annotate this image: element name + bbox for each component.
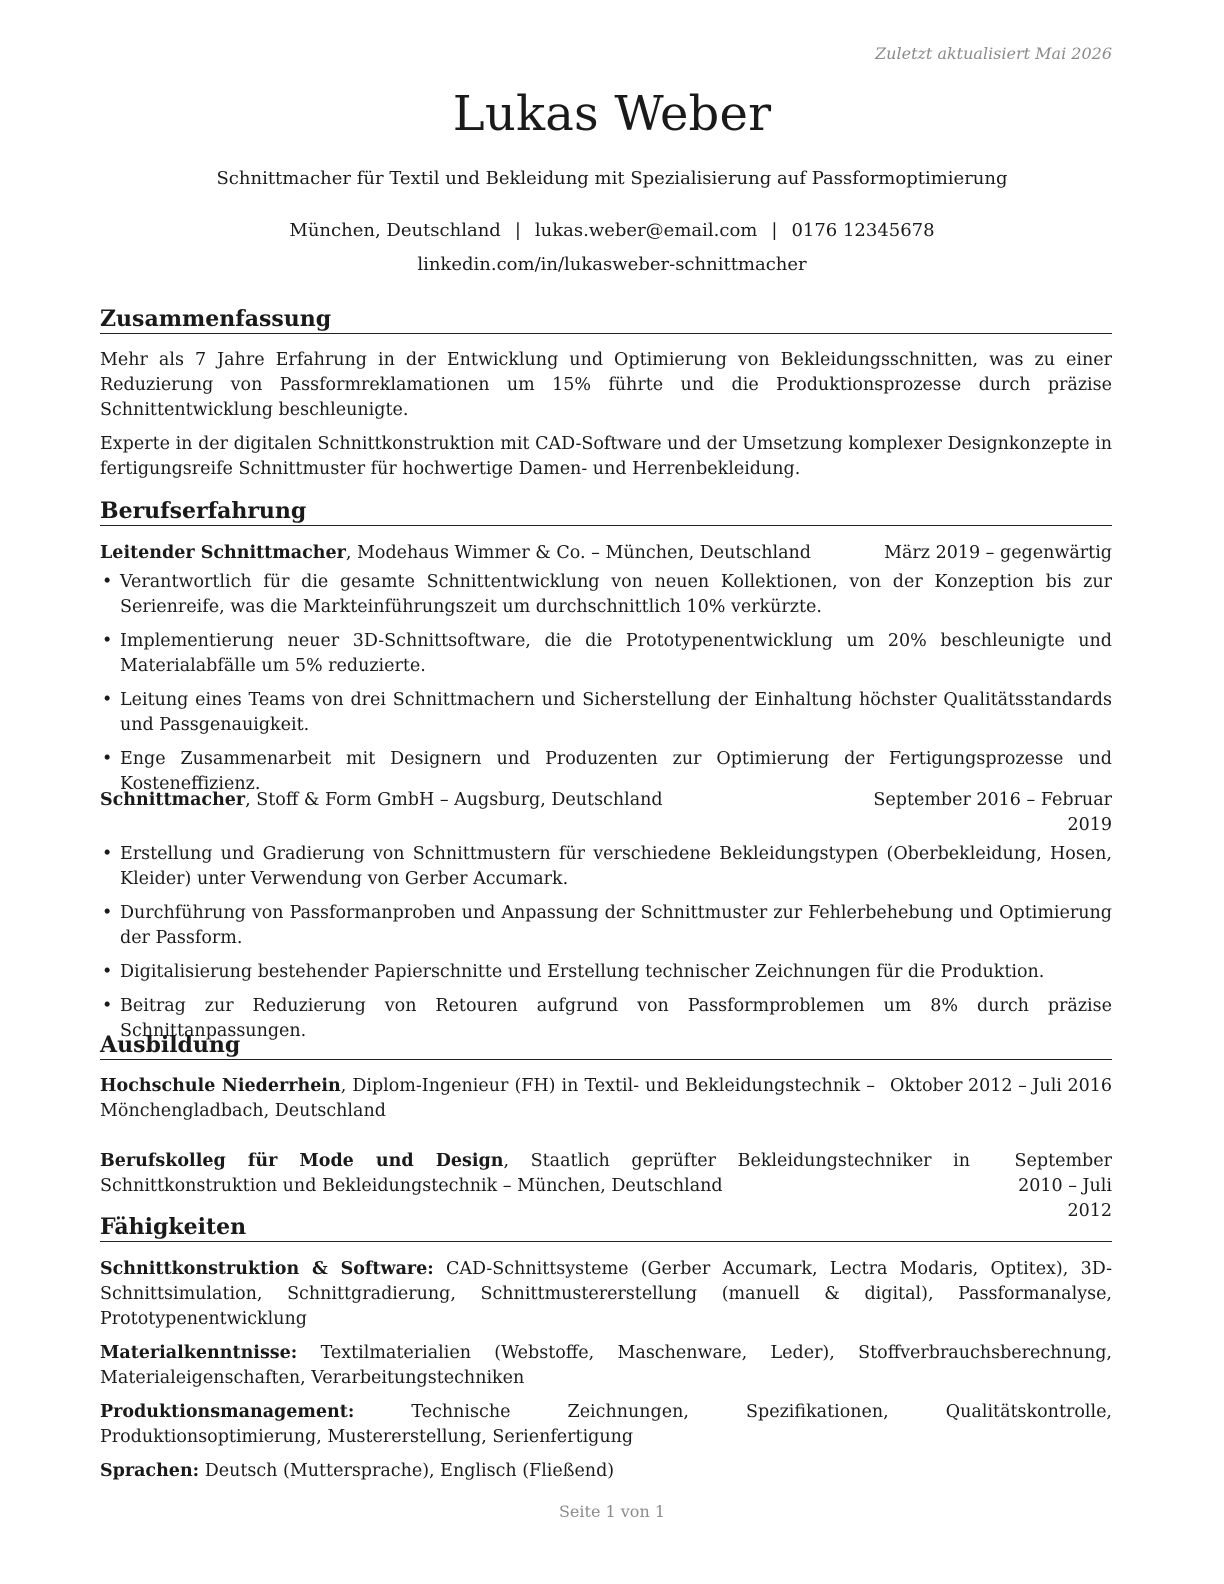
degree-detail: , Diplom-Ingenieur (FH) in Textil- und Bekleidungstechnik – Mönchengladbach, Deutschland: [100, 1076, 876, 1121]
location: München, Deutschland: [289, 220, 501, 241]
job-entry: [100, 788, 1112, 1053]
education-detail-line: [100, 1074, 875, 1124]
list-item: • Enge Zusammenarbeit mit Designern und Produzenten zur Optimierung der Fertigungsprozesse und Kosteneffizienz.: [100, 747, 1112, 797]
skill-item: [100, 1400, 1112, 1450]
job-entry: [100, 541, 1112, 806]
job-header: [100, 788, 1112, 838]
job-company: , Stoff & Form GmbH – Augsburg, Deutschland: [245, 790, 663, 810]
separator: |: [514, 220, 521, 241]
education-dates: Oktober 2012 – Juli 2016: [890, 1076, 1112, 1096]
skill-item: [100, 1341, 1112, 1391]
page-footer: Seite 1 von 1: [558, 1502, 666, 1521]
school-name: Hochschule Niederrhein: [100, 1076, 341, 1096]
list-item: • Erstellung und Gradierung von Schnittmustern für verschiedene Bekleidungstypen (Oberbekleidung, Hosen, Kleider) unter Verwendung von Gerber Accumark.: [100, 842, 1112, 892]
education-dates: September 2010 – Juli 2012: [1014, 1151, 1112, 1221]
job-company: , Modehaus Wimmer & Co. – München, Deutschland: [345, 543, 811, 563]
skill-text: Technische Zeichnungen, Spezifikationen, Qualitätskontrolle, Produktionsoptimierung, Mustererstellung, Serienfertigung: [100, 1402, 1112, 1447]
summary-paragraph: Experte in der digitalen Schnittkonstruktion mit CAD-Software und der Umsetzung komplexer Designkonzepte in fertigungsreife Schnittmuster für hochwertige Damen- und Herrenbekleidung.: [100, 434, 1112, 479]
skills-block: [100, 1257, 1112, 1493]
updated-note: Zuletzt aktualisiert Mai 2026: [875, 44, 1112, 63]
section-title-summary: Zusammenfassung: [100, 306, 1112, 334]
education-entry: [100, 1074, 1112, 1124]
separator: |: [771, 220, 778, 241]
summary-paragraph: Mehr als 7 Jahre Erfahrung in der Entwicklung und Optimierung von Bekleidungsschnitten, was zu einer Reduzierung von Passformreklamationen um 15% führte und die Produktionsprozesse durch präzise Schnittentwicklung beschleunigte.: [100, 350, 1112, 420]
section-title-skills: Fähigkeiten: [100, 1214, 1112, 1242]
section-title-education: Ausbildung: [100, 1032, 1112, 1060]
skill-text: CAD-Schnittsysteme (Gerber Accumark, Lectra Modaris, Optitex), 3D-Schnittsimulation, Schnittgradierung, Schnittmustererstellung (manuell & digital), Passformanalyse, Prototypenentwicklung: [100, 1259, 1112, 1329]
education-entry: [100, 1149, 1112, 1224]
skill-label: Sprachen:: [100, 1461, 200, 1481]
list-item: • Leitung eines Teams von drei Schnittmachern und Sicherstellung der Einhaltung höchster Qualitätsstandards und Passgenauigkeit.: [100, 688, 1112, 738]
summary-block: [100, 348, 1112, 491]
list-item: • Verantwortlich für die gesamte Schnittentwicklung von neuen Kollektionen, von der Konzeption bis zur Serienreife, was die Markteinführungszeit um durchschnittlich 10% verkürzte.: [100, 570, 1112, 620]
skill-label: Materialkenntnisse:: [100, 1343, 298, 1363]
education-detail-line: [100, 1149, 970, 1224]
skill-label: Schnittkonstruktion & Software:: [100, 1259, 434, 1279]
section-title-experience: Berufserfahrung: [100, 498, 1112, 526]
job-dates: September 2016 – Februar 2019: [873, 790, 1112, 835]
skill-label: Produktionsmanagement:: [100, 1402, 355, 1422]
job-header: [100, 541, 1112, 566]
job-role: Leitender Schnittmacher: [100, 543, 346, 563]
linkedin-link[interactable]: linkedin.com/in/lukasweber-schnittmacher: [417, 254, 807, 275]
degree-detail: , Staatlich geprüfter Bekleidungstechniker in Schnittkonstruktion und Bekleidungstechnik – München, Deutschland: [100, 1151, 970, 1196]
list-item: • Durchführung von Passformanproben und Anpassung der Schnittmuster zur Fehlerbehebung und Optimierung der Passform.: [100, 901, 1112, 951]
tagline: Schnittmacher für Textil und Bekleidung mit Spezialisierung auf Passformoptimierung: [216, 168, 1008, 189]
contact-line: [0, 220, 1224, 241]
job-title-line: [100, 541, 811, 566]
skill-text: Textilmaterialien (Webstoffe, Maschenware, Leder), Stoffverbrauchsberechnung, Materialeigenschaften, Verarbeitungstechniken: [100, 1343, 1112, 1388]
email-link[interactable]: lukas.weber@email.com: [534, 220, 758, 241]
list-item: • Digitalisierung bestehender Papierschnitte und Erstellung technischer Zeichnungen für die Produktion.: [100, 960, 1112, 985]
job-bullets: [100, 570, 1112, 797]
phone: 0176 12345678: [791, 220, 935, 241]
job-dates: März 2019 – gegenwärtig: [884, 543, 1112, 563]
skill-item: [100, 1257, 1112, 1332]
education-row: [100, 1074, 1112, 1124]
job-role: Schnittmacher: [100, 790, 246, 810]
job-bullets: [100, 842, 1112, 1044]
school-name: Berufskolleg für Mode und Design: [100, 1151, 504, 1171]
list-item: • Implementierung neuer 3D-Schnittsoftware, die die Prototypenentwicklung um 20% beschleunigte und Materialabfälle um 5% reduzierte.: [100, 629, 1112, 679]
job-title-line: [100, 788, 663, 838]
skill-item: [100, 1459, 1112, 1484]
list-item: • Beitrag zur Reduzierung von Retouren aufgrund von Passformproblemen um 8% durch präzise Schnittanpassungen.: [100, 994, 1112, 1044]
skill-text: Deutsch (Muttersprache), Englisch (Fließend): [199, 1461, 615, 1481]
candidate-name: Lukas Weber: [452, 86, 772, 142]
education-row: [100, 1149, 1112, 1224]
